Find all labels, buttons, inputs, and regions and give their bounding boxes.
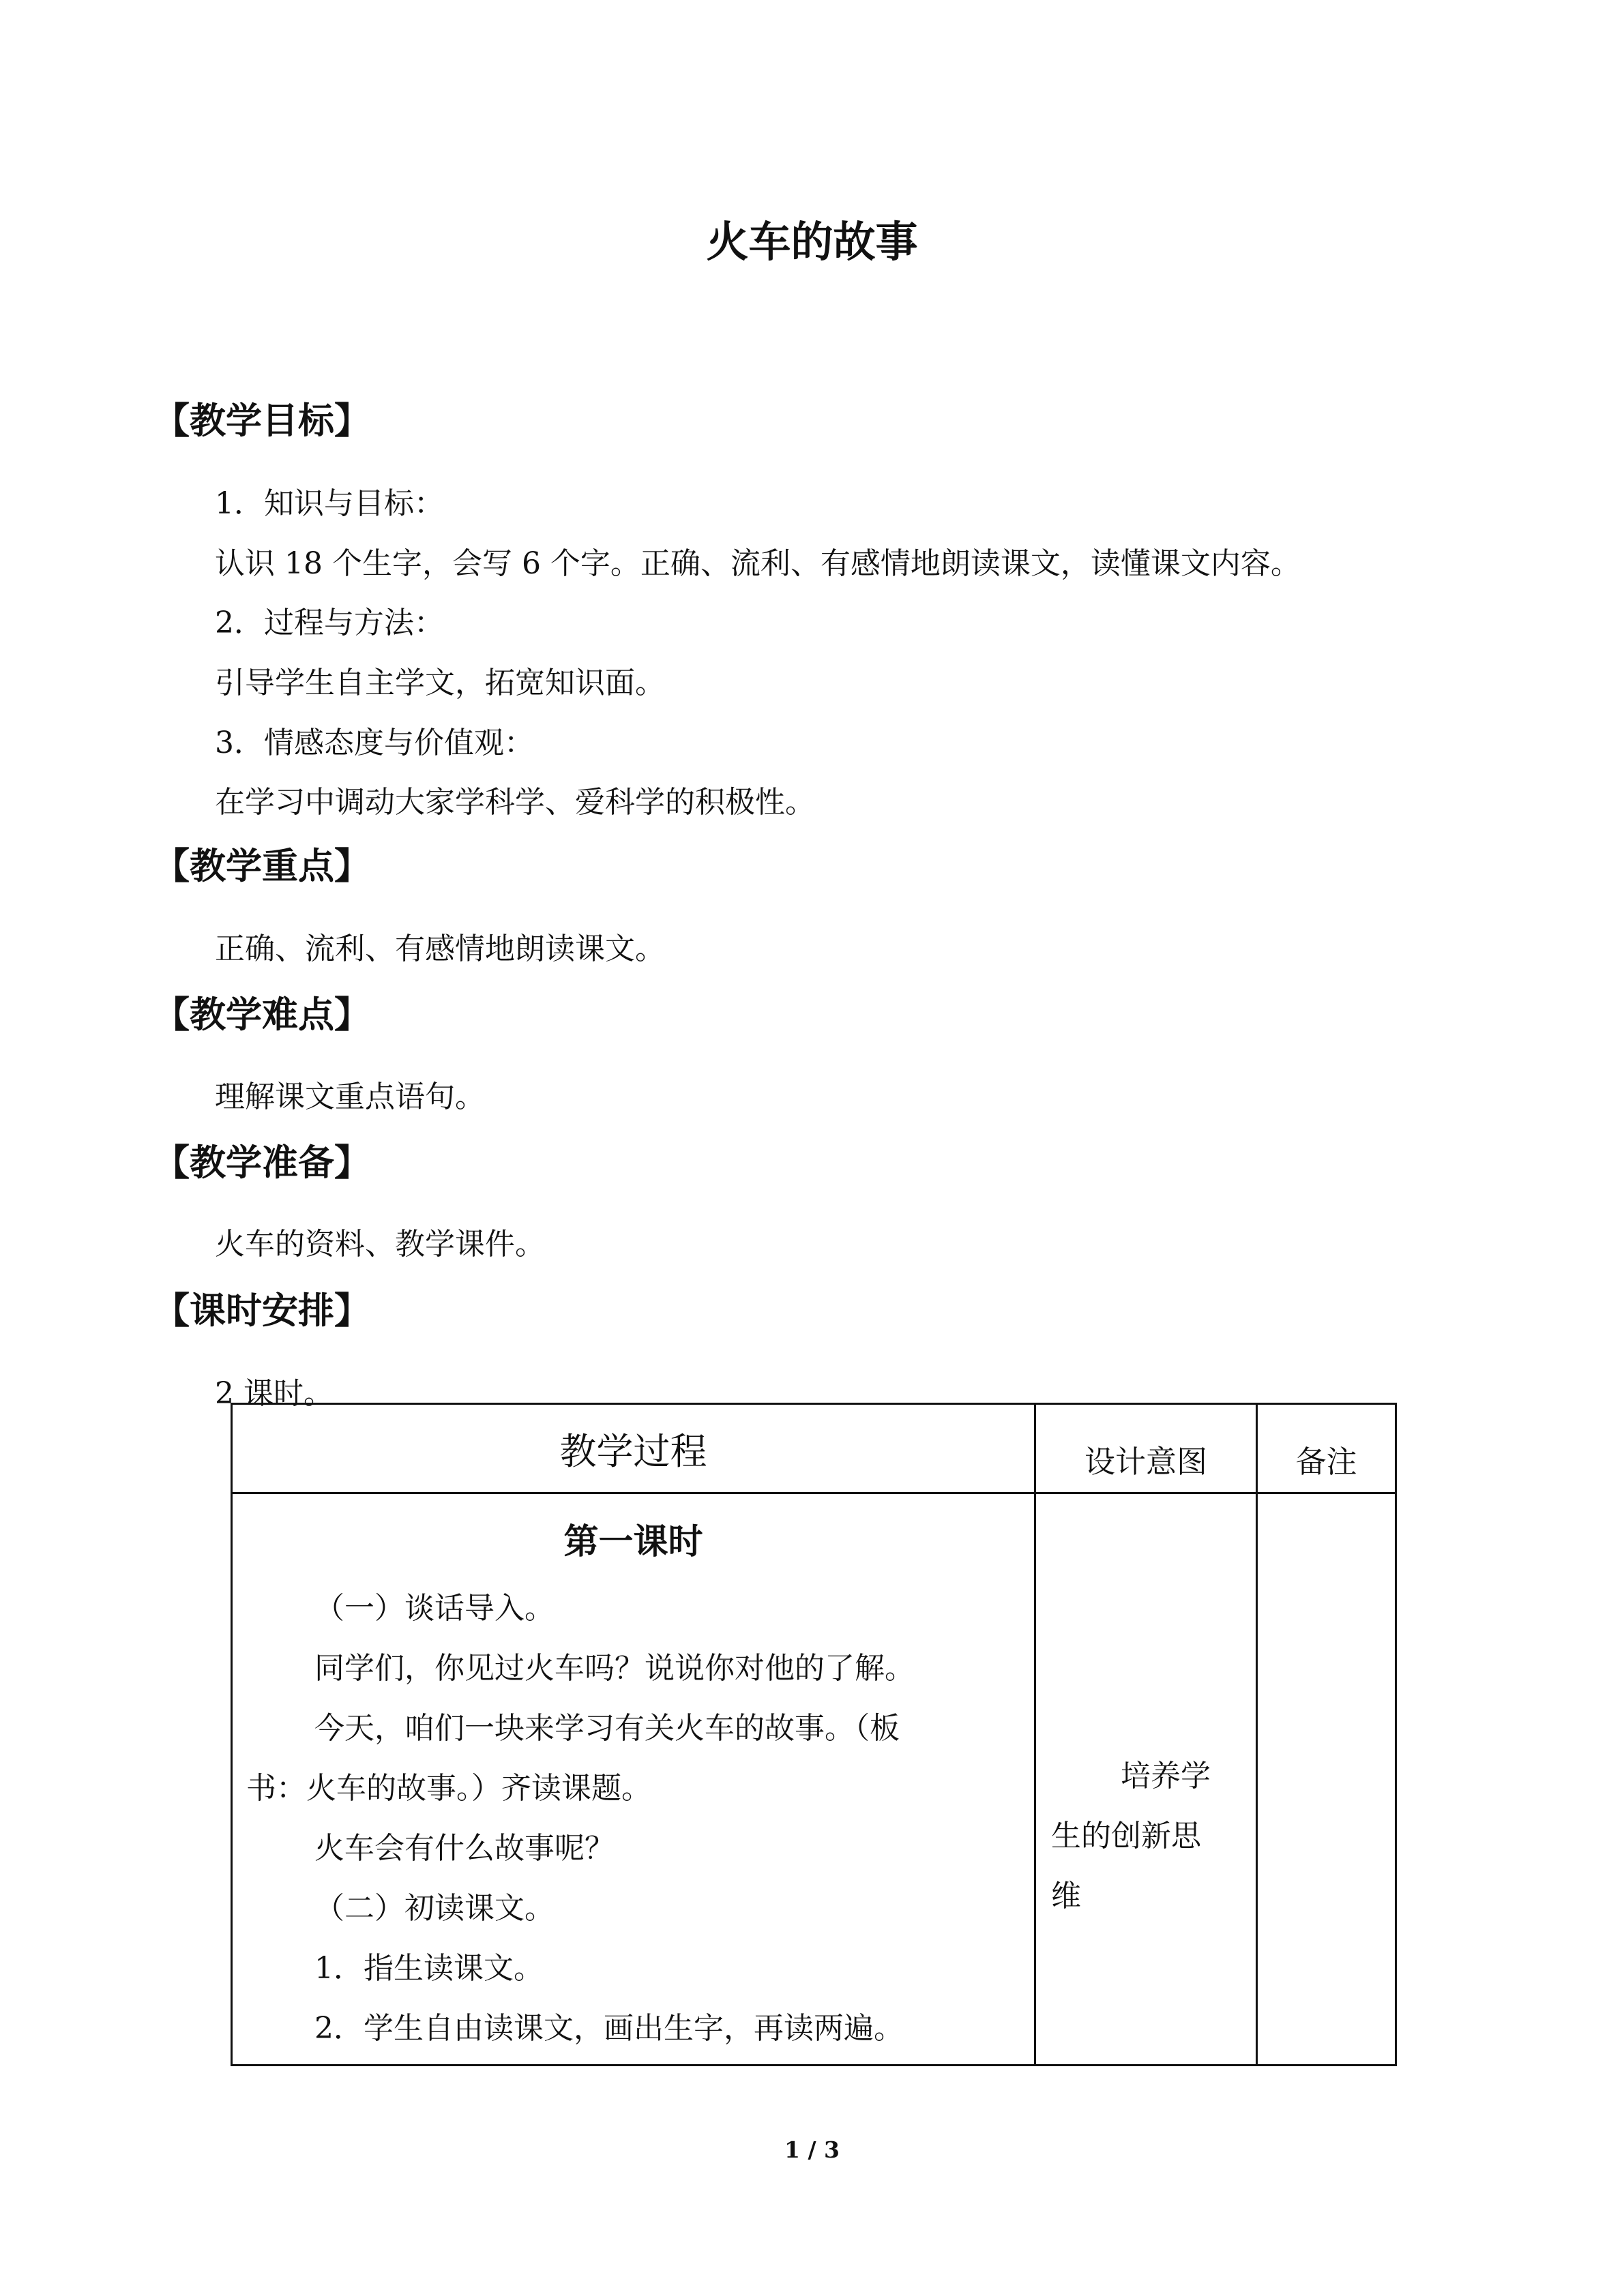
header-process: 教学过程 — [232, 1404, 1035, 1493]
header-design: 设计意图 — [1035, 1404, 1257, 1493]
schedule-text: 2 课时。 — [215, 1376, 334, 1411]
goal-line-6: 在学习中调动大家学科学、爱科学的积极性。 — [215, 785, 815, 820]
design-line: 维 — [1051, 1879, 1081, 1913]
prep-text: 火车的资料、教学课件。 — [215, 1227, 545, 1262]
goal-line-2: 认识 18 个生字，会写 6 个字。正确、流利、有感情地朗读课文，读懂课文内容。 — [215, 546, 1301, 581]
design-line: 生的创新思 — [1051, 1819, 1201, 1853]
heading-goals: 【教学目标】 — [153, 400, 370, 442]
process-cell — [232, 1493, 1035, 2066]
process-line: 同学们，你见过火车吗？说说你对他的了解。 — [314, 1651, 915, 1686]
process-line: 1．指生读课文。 — [314, 1951, 544, 1986]
heading-prep: 【教学准备】 — [153, 1142, 370, 1184]
design-cell — [1035, 1493, 1257, 2066]
lesson-table — [231, 1403, 1397, 2066]
process-line: （一）谈话导入。 — [314, 1591, 555, 1626]
design-line: 培养学 — [1121, 1759, 1211, 1793]
difficulty-text: 理解课文重点语句。 — [215, 1079, 485, 1114]
page-number: 1 / 3 — [784, 2136, 840, 2163]
page-title: 火车的故事 — [706, 217, 918, 267]
goal-line-5: 3．情感态度与价值观： — [215, 726, 534, 760]
process-line: 今天，咱们一块来学习有关火车的故事。（板 — [314, 1711, 900, 1746]
period-title: 第一课时 — [563, 1522, 703, 1562]
process-line: 2．学生自由读课文，画出生字，再读两遍。 — [314, 2011, 904, 2046]
key-text: 正确、流利、有感情地朗读课文。 — [215, 931, 665, 966]
heading-difficulty: 【教学难点】 — [153, 994, 370, 1036]
goal-line-3: 2．过程与方法： — [215, 606, 444, 640]
process-line: （二）初读课文。 — [314, 1891, 555, 1926]
heading-schedule: 【课时安排】 — [153, 1290, 370, 1332]
header-remarks: 备注 — [1257, 1404, 1396, 1493]
process-line: 火车会有什么故事呢？ — [314, 1831, 615, 1866]
table-header-row — [232, 1404, 1396, 1493]
goal-line-1: 1．知识与目标： — [215, 486, 444, 521]
remarks-cell — [1257, 1493, 1396, 2066]
process-line: 书：火车的故事。）齐读课题。 — [246, 1771, 651, 1806]
goal-line-4: 引导学生自主学文，拓宽知识面。 — [215, 666, 665, 700]
heading-key: 【教学重点】 — [153, 846, 370, 887]
table-row — [232, 1493, 1396, 2066]
